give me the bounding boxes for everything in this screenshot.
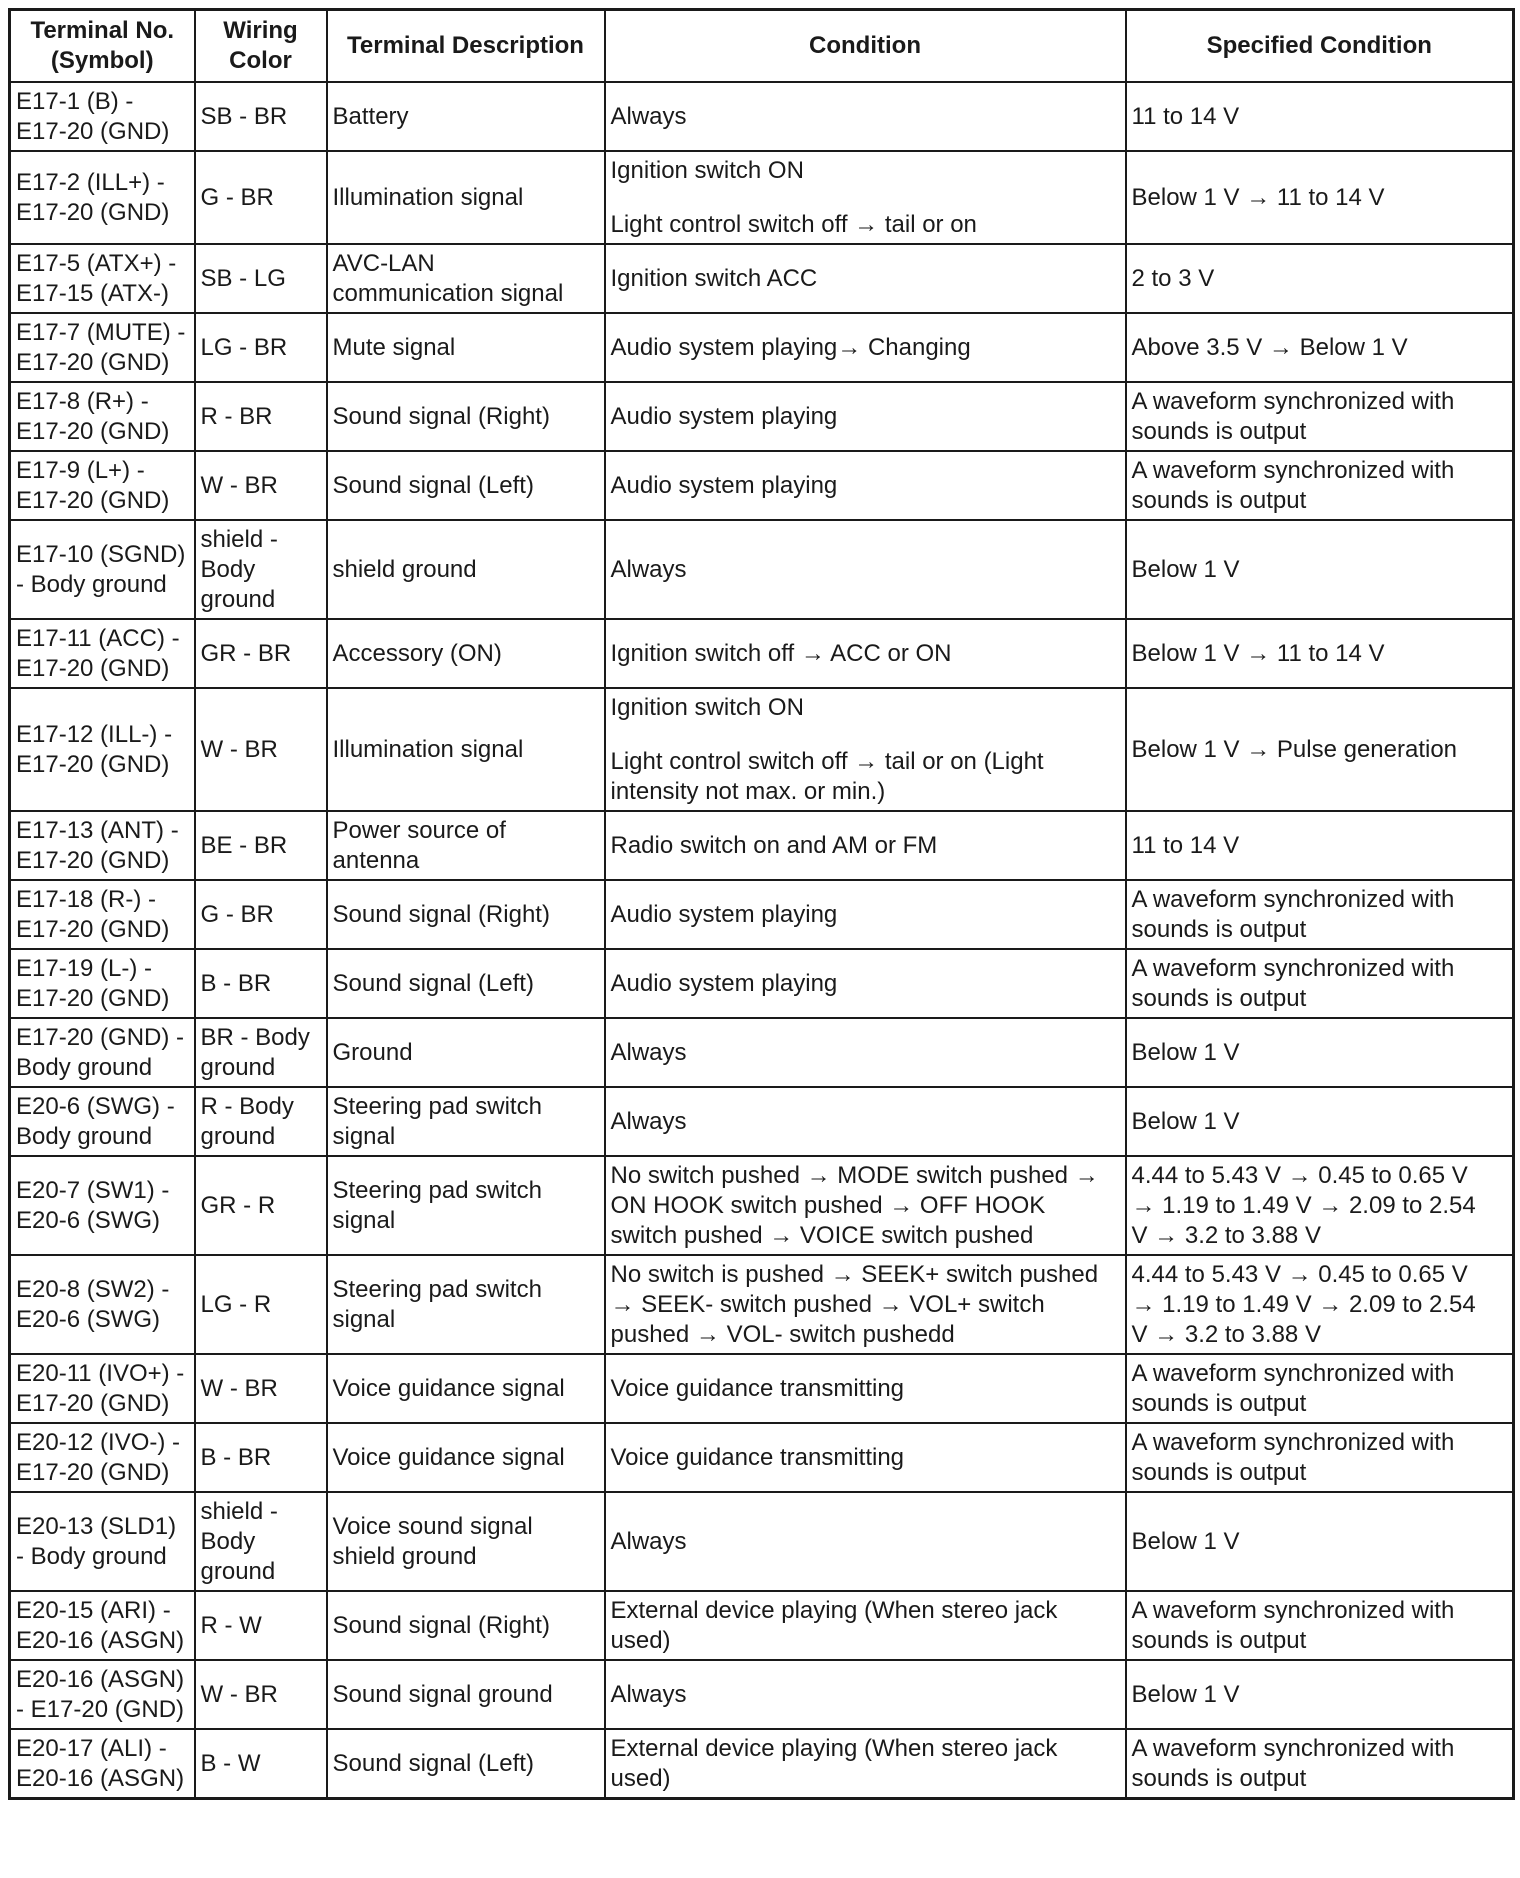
condition-text-secondary: Light control switch off → tail or on: [610, 211, 977, 238]
description-text: Power source of antenna: [332, 817, 506, 874]
specified-text: A waveform synchronized with sounds is output: [1131, 886, 1455, 943]
specified-cell: [1126, 1156, 1514, 1255]
table-row: [10, 82, 1514, 151]
wiring-cell: [195, 82, 327, 151]
table-row: [10, 1591, 1514, 1660]
table-row: [10, 688, 1514, 811]
description-text: Steering pad switch signal: [332, 1093, 542, 1150]
condition-text: No switch pushed → MODE switch pushed → ON HOOK switch pushed → OFF HOOK switch pushed → VOICE switch pushed: [610, 1162, 1099, 1249]
description-cell: [327, 811, 605, 880]
condition-gap: [611, 723, 1121, 747]
terminal-cell: [10, 949, 195, 1018]
terminal-cell: [10, 1729, 195, 1799]
terminal-cell: [10, 451, 195, 520]
terminal-cell: [10, 1423, 195, 1492]
table-row: [10, 1660, 1514, 1729]
specified-text: Below 1 V: [1131, 1108, 1240, 1135]
table-row: [10, 1423, 1514, 1492]
wiring-cell: [195, 1492, 327, 1591]
specified-cell: [1126, 1087, 1514, 1156]
terminal-text: E17-20 (GND) - Body ground: [16, 1024, 185, 1081]
wiring-text: R - W: [200, 1612, 262, 1639]
wiring-text: BE - BR: [200, 832, 288, 859]
description-cell: [327, 520, 605, 619]
condition-text: Audio system playing: [610, 472, 838, 499]
condition-text: Always: [610, 1528, 687, 1555]
description-text: Sound signal (Right): [332, 901, 550, 928]
description-cell: [327, 1660, 605, 1729]
description-cell: [327, 1591, 605, 1660]
wiring-text: G - BR: [200, 184, 274, 211]
condition-cell: [605, 1354, 1126, 1423]
wiring-cell: [195, 949, 327, 1018]
wiring-cell: [195, 619, 327, 688]
header-description: Terminal Description: [327, 10, 605, 83]
description-text: Voice sound signal shield ground: [332, 1513, 533, 1570]
description-cell: [327, 1729, 605, 1799]
condition-text: External device playing (When stereo jack used): [610, 1735, 1058, 1792]
terminal-text: E17-9 (L+) - E17-20 (GND): [16, 457, 170, 514]
wiring-text: W - BR: [200, 1681, 278, 1708]
specified-cell: [1126, 1354, 1514, 1423]
specified-text: Below 1 V: [1131, 1681, 1240, 1708]
terminal-cell: [10, 1591, 195, 1660]
condition-cell: [605, 1492, 1126, 1591]
condition-text: Always: [610, 103, 687, 130]
description-text: Steering pad switch signal: [332, 1276, 542, 1333]
specified-cell: [1126, 313, 1514, 382]
description-text: Mute signal: [332, 334, 456, 361]
wiring-text: SB - LG: [200, 265, 286, 292]
table-header: [10, 10, 1514, 83]
condition-cell: [605, 1591, 1126, 1660]
condition-cell: [605, 151, 1126, 244]
specified-text: Below 1 V → 11 to 14 V: [1131, 184, 1385, 211]
table-row: [10, 1729, 1514, 1799]
specified-cell: [1126, 811, 1514, 880]
description-text: Sound signal ground: [332, 1681, 553, 1708]
terminal-text: E17-13 (ANT) - E17-20 (GND): [16, 817, 179, 874]
specified-cell: [1126, 880, 1514, 949]
terminal-cell: [10, 1492, 195, 1591]
terminal-table-container: [8, 8, 1512, 1800]
terminal-cell: [10, 1255, 195, 1354]
condition-text: Radio switch on and AM or FM: [610, 832, 938, 859]
description-cell: [327, 880, 605, 949]
table-row: [10, 1156, 1514, 1255]
wiring-text: B - BR: [200, 1444, 272, 1471]
terminal-text: E20-17 (ALI) - E20-16 (ASGN): [16, 1735, 185, 1792]
terminal-cell: [10, 382, 195, 451]
terminal-text: E20-12 (IVO-) - E17-20 (GND): [16, 1429, 181, 1486]
description-cell: [327, 1423, 605, 1492]
specified-cell: [1126, 688, 1514, 811]
specified-text: 4.44 to 5.43 V → 0.45 to 0.65 V → 1.19 to 1.49 V → 2.09 to 2.54 V → 3.2 to 3.88 V: [1131, 1261, 1476, 1348]
condition-text-secondary: Light control switch off → tail or on (Light intensity not max. or min.): [610, 748, 1044, 805]
description-text: Illumination signal: [332, 184, 524, 211]
description-cell: [327, 1087, 605, 1156]
condition-text: Always: [610, 1039, 687, 1066]
condition-text: Audio system playing: [610, 901, 838, 928]
condition-text: Always: [610, 1108, 687, 1135]
condition-cell: [605, 313, 1126, 382]
specified-text: 2 to 3 V: [1131, 265, 1215, 292]
table-body: [10, 82, 1514, 1799]
table-row: [10, 382, 1514, 451]
terminal-text: E20-11 (IVO+) - E17-20 (GND): [16, 1360, 185, 1417]
table-row: [10, 1492, 1514, 1591]
table-row: [10, 1087, 1514, 1156]
wiring-text: R - BR: [200, 403, 273, 430]
condition-gap: [611, 186, 1121, 210]
wiring-text: GR - BR: [200, 640, 292, 667]
condition-text: Always: [610, 1681, 687, 1708]
specified-text: 11 to 14 V: [1131, 103, 1240, 130]
specified-text: A waveform synchronized with sounds is output: [1131, 1735, 1455, 1792]
specified-text: Above 3.5 V → Below 1 V: [1131, 334, 1408, 361]
wiring-text: B - W: [200, 1750, 261, 1777]
specified-cell: [1126, 382, 1514, 451]
header-row: [10, 10, 1514, 83]
terminal-text: E20-8 (SW2) - E20-6 (SWG): [16, 1276, 170, 1333]
specified-text: A waveform synchronized with sounds is output: [1131, 955, 1455, 1012]
specified-text: A waveform synchronized with sounds is output: [1131, 1597, 1455, 1654]
wiring-text: G - BR: [200, 901, 274, 928]
condition-text: External device playing (When stereo jack used): [610, 1597, 1058, 1654]
description-cell: [327, 1156, 605, 1255]
specified-cell: [1126, 1492, 1514, 1591]
condition-text: Ignition switch off → ACC or ON: [610, 640, 952, 667]
terminal-text: E17-18 (R-) - E17-20 (GND): [16, 886, 170, 943]
wiring-cell: [195, 1660, 327, 1729]
specified-cell: [1126, 1018, 1514, 1087]
description-text: Voice guidance signal: [332, 1444, 565, 1471]
description-text: Accessory (ON): [332, 640, 502, 667]
terminal-text: E17-7 (MUTE) - E17-20 (GND): [16, 319, 186, 376]
specified-text: 4.44 to 5.43 V → 0.45 to 0.65 V → 1.19 to 1.49 V → 2.09 to 2.54 V → 3.2 to 3.88 V: [1131, 1162, 1476, 1249]
wiring-text: BR - Body ground: [200, 1024, 310, 1081]
header-terminal: Terminal No. (Symbol): [10, 10, 195, 83]
condition-cell: [605, 382, 1126, 451]
table-row: [10, 880, 1514, 949]
terminal-cell: [10, 811, 195, 880]
wiring-text: shield - Body ground: [200, 1498, 278, 1585]
wiring-text: GR - R: [200, 1192, 276, 1219]
description-cell: [327, 688, 605, 811]
table-row: [10, 949, 1514, 1018]
description-cell: [327, 244, 605, 313]
description-text: Illumination signal: [332, 736, 524, 763]
description-text: Sound signal (Left): [332, 1750, 534, 1777]
wiring-text: W - BR: [200, 736, 278, 763]
specified-text: A waveform synchronized with sounds is output: [1131, 1360, 1455, 1417]
condition-cell: [605, 520, 1126, 619]
description-cell: [327, 313, 605, 382]
wiring-cell: [195, 1018, 327, 1087]
wiring-cell: [195, 1255, 327, 1354]
description-text: Sound signal (Left): [332, 472, 534, 499]
specified-cell: [1126, 1660, 1514, 1729]
wiring-cell: [195, 1354, 327, 1423]
condition-text: Audio system playing: [610, 403, 838, 430]
terminal-text: E17-10 (SGND) - Body ground: [16, 541, 186, 598]
terminal-cell: [10, 1156, 195, 1255]
terminal-text: E20-7 (SW1) - E20-6 (SWG): [16, 1177, 170, 1234]
condition-text: Ignition switch ON: [610, 157, 804, 184]
terminal-text: E20-16 (ASGN) - E17-20 (GND): [16, 1666, 185, 1723]
terminal-text: E20-15 (ARI) - E20-16 (ASGN): [16, 1597, 185, 1654]
terminal-text: E17-2 (ILL+) - E17-20 (GND): [16, 169, 170, 226]
specified-cell: [1126, 1423, 1514, 1492]
wiring-cell: [195, 1087, 327, 1156]
description-cell: [327, 619, 605, 688]
specified-text: A waveform synchronized with sounds is output: [1131, 457, 1455, 514]
description-cell: [327, 1492, 605, 1591]
specified-text: 11 to 14 V: [1131, 832, 1240, 859]
terminal-cell: [10, 1660, 195, 1729]
description-cell: [327, 451, 605, 520]
specified-text: A waveform synchronized with sounds is output: [1131, 388, 1455, 445]
description-cell: [327, 1354, 605, 1423]
wiring-cell: [195, 382, 327, 451]
description-text: Sound signal (Left): [332, 970, 534, 997]
specified-cell: [1126, 82, 1514, 151]
wiring-cell: [195, 688, 327, 811]
wiring-text: LG - BR: [200, 334, 288, 361]
header-condition: Condition: [605, 10, 1126, 83]
specified-cell: [1126, 244, 1514, 313]
terminal-cell: [10, 1354, 195, 1423]
terminal-table: [8, 8, 1515, 1800]
specified-cell: [1126, 1591, 1514, 1660]
terminal-cell: [10, 1018, 195, 1087]
description-text: Sound signal (Right): [332, 403, 550, 430]
specified-cell: [1126, 151, 1514, 244]
terminal-cell: [10, 82, 195, 151]
condition-text: No switch is pushed → SEEK+ switch pushed → SEEK- switch pushed → VOL+ switch pushed → VOL- switch pushedd: [610, 1261, 1099, 1348]
specified-cell: [1126, 1729, 1514, 1799]
terminal-text: E17-8 (R+) - E17-20 (GND): [16, 388, 170, 445]
wiring-cell: [195, 244, 327, 313]
specified-cell: [1126, 949, 1514, 1018]
table-row: [10, 313, 1514, 382]
terminal-text: E17-5 (ATX+) - E17-15 (ATX-): [16, 250, 177, 307]
description-cell: [327, 949, 605, 1018]
wiring-cell: [195, 451, 327, 520]
table-row: [10, 1354, 1514, 1423]
condition-cell: [605, 1423, 1126, 1492]
wiring-cell: [195, 151, 327, 244]
terminal-cell: [10, 151, 195, 244]
condition-cell: [605, 1018, 1126, 1087]
terminal-text: E17-12 (ILL-) - E17-20 (GND): [16, 721, 173, 778]
condition-cell: [605, 619, 1126, 688]
specified-cell: [1126, 451, 1514, 520]
terminal-cell: [10, 244, 195, 313]
condition-cell: [605, 82, 1126, 151]
terminal-text: E20-6 (SWG) - Body ground: [16, 1093, 175, 1150]
condition-text: Voice guidance transmitting: [610, 1444, 905, 1471]
specified-cell: [1126, 619, 1514, 688]
wiring-text: LG - R: [200, 1291, 272, 1318]
terminal-cell: [10, 313, 195, 382]
condition-text: Audio system playing→ Changing: [610, 334, 971, 361]
table-row: [10, 1255, 1514, 1354]
terminal-cell: [10, 619, 195, 688]
condition-text: Voice guidance transmitting: [610, 1375, 905, 1402]
header-specified: Specified Condition: [1126, 10, 1514, 83]
specified-text: Below 1 V: [1131, 1528, 1240, 1555]
specified-cell: [1126, 1255, 1514, 1354]
description-cell: [327, 1255, 605, 1354]
terminal-text: E20-13 (SLD1) - Body ground: [16, 1513, 177, 1570]
condition-cell: [605, 244, 1126, 313]
terminal-cell: [10, 688, 195, 811]
terminal-text: E17-1 (B) - E17-20 (GND): [16, 88, 170, 145]
description-text: Voice guidance signal: [332, 1375, 565, 1402]
wiring-cell: [195, 520, 327, 619]
specified-text: Below 1 V → 11 to 14 V: [1131, 640, 1385, 667]
terminal-cell: [10, 880, 195, 949]
condition-cell: [605, 1660, 1126, 1729]
condition-text: Always: [610, 556, 687, 583]
wiring-cell: [195, 1156, 327, 1255]
condition-cell: [605, 1087, 1126, 1156]
terminal-cell: [10, 520, 195, 619]
description-cell: [327, 382, 605, 451]
condition-cell: [605, 1729, 1126, 1799]
condition-cell: [605, 811, 1126, 880]
condition-cell: [605, 1255, 1126, 1354]
terminal-cell: [10, 1087, 195, 1156]
condition-cell: [605, 688, 1126, 811]
table-row: [10, 244, 1514, 313]
terminal-text: E17-19 (L-) - E17-20 (GND): [16, 955, 170, 1012]
specified-text: Below 1 V: [1131, 556, 1240, 583]
description-cell: [327, 1018, 605, 1087]
description-text: Sound signal (Right): [332, 1612, 550, 1639]
table-row: [10, 520, 1514, 619]
wiring-cell: [195, 313, 327, 382]
specified-text: Below 1 V: [1131, 1039, 1240, 1066]
condition-text: Ignition switch ACC: [610, 265, 818, 292]
table-row: [10, 811, 1514, 880]
description-text: shield ground: [332, 556, 477, 583]
header-wiring: Wiring Color: [195, 10, 327, 83]
condition-text: Ignition switch ON: [610, 694, 804, 721]
wiring-text: SB - BR: [200, 103, 288, 130]
wiring-cell: [195, 811, 327, 880]
specified-text: Below 1 V → Pulse generation: [1131, 736, 1458, 763]
terminal-text: E17-11 (ACC) - E17-20 (GND): [16, 625, 180, 682]
description-cell: [327, 82, 605, 151]
wiring-cell: [195, 1423, 327, 1492]
condition-cell: [605, 880, 1126, 949]
condition-cell: [605, 1156, 1126, 1255]
wiring-text: B - BR: [200, 970, 272, 997]
description-text: Battery: [332, 103, 409, 130]
table-row: [10, 151, 1514, 244]
condition-cell: [605, 451, 1126, 520]
wiring-text: W - BR: [200, 1375, 278, 1402]
wiring-cell: [195, 1729, 327, 1799]
table-row: [10, 451, 1514, 520]
condition-text: Audio system playing: [610, 970, 838, 997]
description-text: AVC-LAN communication signal: [332, 250, 564, 307]
condition-cell: [605, 949, 1126, 1018]
wiring-cell: [195, 1591, 327, 1660]
description-text: Ground: [332, 1039, 413, 1066]
wiring-text: W - BR: [200, 472, 278, 499]
specified-cell: [1126, 520, 1514, 619]
table-row: [10, 1018, 1514, 1087]
wiring-text: shield - Body ground: [200, 526, 278, 613]
wiring-text: R - Body ground: [200, 1093, 294, 1150]
description-text: Steering pad switch signal: [332, 1177, 542, 1234]
description-cell: [327, 151, 605, 244]
wiring-cell: [195, 880, 327, 949]
table-row: [10, 619, 1514, 688]
specified-text: A waveform synchronized with sounds is output: [1131, 1429, 1455, 1486]
